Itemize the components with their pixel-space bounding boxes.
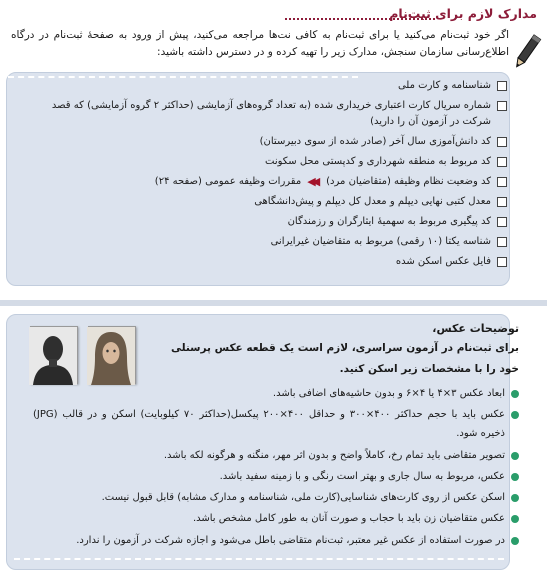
list-item: کد مربوط به منطقه شهرداری و کدپستی محل سکونت	[37, 154, 507, 170]
list-item: شماره سریال کارت اعتباری خریداری شده (به تعداد گروه‌های آزمایشی (حداکثر ۲ گروه آزمایشی) که قصد شرکت در آزمون آن را دارید)	[37, 98, 507, 130]
list-item: عکس، مربوط به سال جاری و بهتر است رنگی و با زمینه سفید باشد.	[33, 467, 519, 486]
bullet-dot-icon	[511, 515, 519, 523]
checkbox-icon[interactable]	[497, 197, 507, 207]
list-item: تصویر متقاضی باید تمام رخ، کاملاً واضح و بدون اثر مهر، منگنه و هرگونه لکه باشد.	[33, 446, 519, 465]
male-photo	[30, 326, 78, 384]
list-item: معدل کتبی نهایی دیپلم و معدل کل دیپلم و پیش‌دانشگاهی	[37, 194, 507, 210]
section-title: مدارک لازم برای ثبت‌نام	[389, 6, 537, 21]
checkbox-icon[interactable]	[497, 237, 507, 247]
bullet-dot-icon	[511, 537, 519, 545]
checkbox-icon[interactable]	[497, 157, 507, 167]
box-dashed-divider	[14, 558, 504, 560]
photo-heading: توضیحات عکس،	[432, 322, 519, 335]
checkbox-icon[interactable]	[497, 81, 507, 91]
list-item: شناسنامه و کارت ملی	[37, 78, 507, 94]
list-item: کد پیگیری مربوط به سهمیهٔ ایثارگران و رزمندگان	[37, 214, 507, 230]
photo-instructions-section	[0, 300, 547, 574]
list-item: عکس متقاضیان زن باید با حجاب و صورت آنان به طور کامل مشخص باشد.	[33, 509, 519, 528]
checkbox-icon[interactable]	[497, 137, 507, 147]
pencil-icon	[511, 32, 543, 72]
bullet-dot-icon	[511, 494, 519, 502]
female-silhouette-icon	[87, 327, 135, 385]
list-item: کد وضعیت نظام وظیفه (متقاضیان مرد) ◀◀ مقررات وظیفه عمومی (صفحه ۲۴)	[37, 174, 507, 190]
checkbox-icon[interactable]	[497, 217, 507, 227]
photo-requirements-list	[33, 384, 519, 552]
sample-photos	[30, 326, 150, 388]
section-separator-bar	[0, 300, 547, 306]
bullet-dot-icon	[511, 390, 519, 398]
bullet-dot-icon	[511, 473, 519, 481]
photo-lead-line-2: خود را با مشخصات زیر اسکن کنید.	[339, 363, 519, 375]
list-item: عکس باید با حجم حداکثر ۴۰۰×۳۰۰ و حداقل ۴۰۰×۲۰۰ پیکسل(حداکثر ۷۰ کیلوبایت) اسکن و در قالب (JPG) ذخیره شود.	[33, 405, 519, 443]
list-item: شناسه یکتا (۱۰ رقمی) مربوط به متقاضیان غیرایرانی	[37, 234, 507, 250]
checkbox-icon[interactable]	[497, 101, 507, 111]
male-silhouette-icon	[29, 327, 77, 385]
list-item: فایل عکس اسکن شده	[37, 254, 507, 270]
checkbox-icon[interactable]	[497, 177, 507, 187]
bullet-dot-icon	[511, 411, 519, 419]
item-note[interactable]: مقررات وظیفه عمومی (صفحه ۲۴)	[154, 176, 302, 187]
list-item: کد دانش‌آموزی سال آخر (صادر شده از سوی دبیرستان)	[37, 134, 507, 150]
list-item: ابعاد عکس ۳×۴ یا ۴×۶ و بدون حاشیه‌های اضافی باشد.	[33, 384, 519, 403]
documents-checklist	[37, 78, 507, 274]
double-arrow-icon: ◀◀	[307, 175, 317, 188]
title-dotted-divider	[285, 18, 435, 20]
list-item: اسکن عکس از روی کارت‌های شناسایی(کارت ملی، شناسنامه و مدارک مشابه) قابل قبول نیست.	[33, 488, 519, 507]
bullet-dot-icon	[511, 452, 519, 460]
female-photo	[88, 326, 136, 384]
checkbox-icon[interactable]	[497, 257, 507, 267]
intro-paragraph: اگر خود ثبت‌نام می‌کنید یا برای ثبت‌نام به کافی نت‌ها مراجعه می‌کنید، پیش از ورود به صفحهٔ ثبت‌نام در درگاه اطلاع‌رسانی سازمان سنجش، مدارک زیر را تهیه کرده و در دسترس داشته باشید:	[11, 29, 509, 58]
list-item: در صورت استفاده از عکس غیر معتبر، ثبت‌نام متقاضی باطل می‌شود و اجازه شرکت در آزمون را ندارد.	[33, 531, 519, 550]
photo-lead-line-1: برای ثبت‌نام در آزمون سراسری، لازم است یک قطعه عکس پرسنلی	[170, 342, 519, 354]
